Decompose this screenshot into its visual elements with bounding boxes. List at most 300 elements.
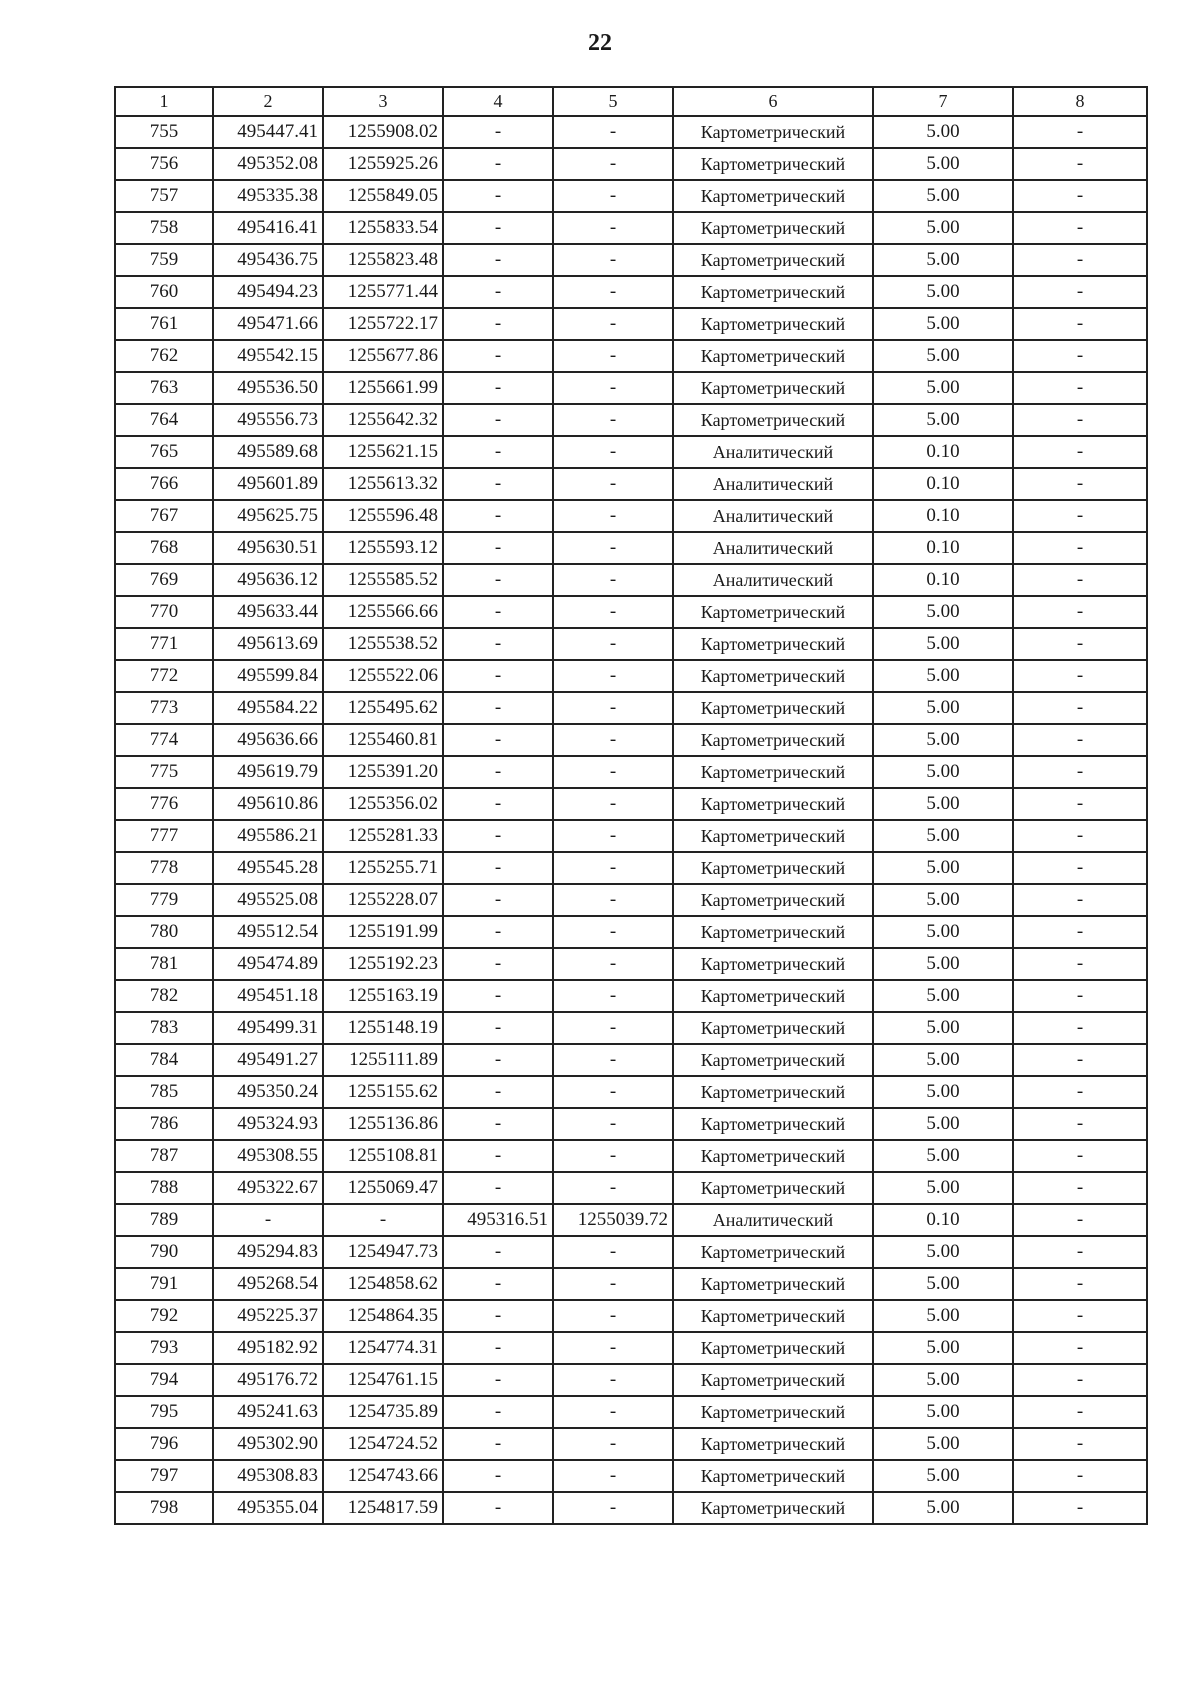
table-row <box>115 276 1147 308</box>
table-row <box>115 468 1147 500</box>
table-cell: 770 <box>115 596 213 628</box>
table-cell: - <box>323 1204 443 1236</box>
table-row <box>115 660 1147 692</box>
table-cell: - <box>1013 564 1147 596</box>
table-cell: 1254947.73 <box>323 1236 443 1268</box>
table-cell: 5.00 <box>873 1332 1013 1364</box>
table-cell: 790 <box>115 1236 213 1268</box>
table-cell: 5.00 <box>873 148 1013 180</box>
table-cell: - <box>443 1172 553 1204</box>
table-cell: 1255566.66 <box>323 596 443 628</box>
table-cell: - <box>553 1396 673 1428</box>
table-cell: - <box>1013 1044 1147 1076</box>
table-cell: Картометрический <box>673 660 873 692</box>
table-cell: - <box>553 1332 673 1364</box>
table-row <box>115 1300 1147 1332</box>
coordinates-table <box>114 86 1148 1525</box>
table-cell: Картометрический <box>673 852 873 884</box>
table-cell: 1254817.59 <box>323 1492 443 1524</box>
table-cell: 495625.75 <box>213 500 323 532</box>
table-cell: - <box>553 1300 673 1332</box>
table-cell: - <box>553 1140 673 1172</box>
table-cell: Картометрический <box>673 692 873 724</box>
table-cell: - <box>1013 852 1147 884</box>
table-cell: 495308.83 <box>213 1460 323 1492</box>
table-cell: Картометрический <box>673 756 873 788</box>
table-cell: 5.00 <box>873 916 1013 948</box>
table-cell: Картометрический <box>673 724 873 756</box>
table-cell: - <box>553 948 673 980</box>
table-cell: - <box>443 1396 553 1428</box>
table-cell: Картометрический <box>673 1300 873 1332</box>
table-cell: 755 <box>115 116 213 148</box>
table-row <box>115 404 1147 436</box>
table-row <box>115 724 1147 756</box>
table-cell: 1255148.19 <box>323 1012 443 1044</box>
table-cell: - <box>1013 1204 1147 1236</box>
table-cell: 1255596.48 <box>323 500 443 532</box>
table-cell: Аналитический <box>673 500 873 532</box>
table-cell: - <box>443 1076 553 1108</box>
table-cell: - <box>1013 1236 1147 1268</box>
table-cell: - <box>1013 1172 1147 1204</box>
table-cell: 779 <box>115 884 213 916</box>
table-cell: - <box>553 244 673 276</box>
table-cell: - <box>1013 148 1147 180</box>
table-cell: 5.00 <box>873 244 1013 276</box>
table-cell: - <box>1013 1396 1147 1428</box>
table-cell: 495225.37 <box>213 1300 323 1332</box>
table-row <box>115 692 1147 724</box>
table-cell: - <box>1013 500 1147 532</box>
table-cell: 495352.08 <box>213 148 323 180</box>
table-cell: 797 <box>115 1460 213 1492</box>
table-row <box>115 980 1147 1012</box>
table-cell: 495416.41 <box>213 212 323 244</box>
table-cell: Картометрический <box>673 596 873 628</box>
table-cell: - <box>553 564 673 596</box>
table-cell: - <box>1013 340 1147 372</box>
table-cell: 495584.22 <box>213 692 323 724</box>
table-cell: 5.00 <box>873 1268 1013 1300</box>
table-cell: 495268.54 <box>213 1268 323 1300</box>
table-cell: - <box>1013 628 1147 660</box>
table-cell: - <box>443 1460 553 1492</box>
table-cell: - <box>553 1492 673 1524</box>
table-cell: 495491.27 <box>213 1044 323 1076</box>
table-cell: 5.00 <box>873 1172 1013 1204</box>
column-header: 7 <box>873 87 1013 116</box>
table-cell: 1255192.23 <box>323 948 443 980</box>
table-cell: - <box>443 884 553 916</box>
table-cell: 495447.41 <box>213 116 323 148</box>
table-cell: - <box>553 436 673 468</box>
table-cell: 1255925.26 <box>323 148 443 180</box>
table-row <box>115 1268 1147 1300</box>
table-cell: 5.00 <box>873 1044 1013 1076</box>
table-row <box>115 564 1147 596</box>
table-cell: - <box>553 820 673 852</box>
table-cell: 5.00 <box>873 1460 1013 1492</box>
table-row <box>115 948 1147 980</box>
table-cell: - <box>443 468 553 500</box>
table-cell: 495512.54 <box>213 916 323 948</box>
table-cell: 771 <box>115 628 213 660</box>
page-number: 22 <box>588 30 612 56</box>
table-row <box>115 244 1147 276</box>
table-cell: 495302.90 <box>213 1428 323 1460</box>
table-cell: - <box>553 788 673 820</box>
table-cell: - <box>1013 1076 1147 1108</box>
table-cell: 1255621.15 <box>323 436 443 468</box>
table-cell: - <box>553 980 673 1012</box>
table-cell: Картометрический <box>673 1012 873 1044</box>
table-row <box>115 1076 1147 1108</box>
table-row <box>115 1108 1147 1140</box>
table-cell: 1255281.33 <box>323 820 443 852</box>
table-cell: Картометрический <box>673 788 873 820</box>
table-cell: 5.00 <box>873 1012 1013 1044</box>
table-row <box>115 500 1147 532</box>
table-cell: - <box>1013 692 1147 724</box>
table-cell: 1255163.19 <box>323 980 443 1012</box>
table-cell: - <box>553 1076 673 1108</box>
table-cell: 495451.18 <box>213 980 323 1012</box>
table-cell: - <box>1013 116 1147 148</box>
table-cell: Аналитический <box>673 532 873 564</box>
table-cell: 5.00 <box>873 660 1013 692</box>
table-cell: 1254724.52 <box>323 1428 443 1460</box>
table-cell: 495308.55 <box>213 1140 323 1172</box>
table-cell: Картометрический <box>673 1076 873 1108</box>
table-cell: 495294.83 <box>213 1236 323 1268</box>
table-cell: 798 <box>115 1492 213 1524</box>
table-cell: 495182.92 <box>213 1332 323 1364</box>
table-cell: 495619.79 <box>213 756 323 788</box>
table-cell: 761 <box>115 308 213 340</box>
table-cell: - <box>1013 788 1147 820</box>
table-cell: 5.00 <box>873 308 1013 340</box>
table-cell: 0.10 <box>873 564 1013 596</box>
table-row <box>115 884 1147 916</box>
table-row <box>115 596 1147 628</box>
table-cell: 495324.93 <box>213 1108 323 1140</box>
table-cell: 5.00 <box>873 1140 1013 1172</box>
table-cell: Картометрический <box>673 980 873 1012</box>
table-cell: 0.10 <box>873 500 1013 532</box>
table-cell: - <box>1013 1300 1147 1332</box>
table-cell: - <box>1013 404 1147 436</box>
table-cell: 5.00 <box>873 692 1013 724</box>
table-cell: 1255771.44 <box>323 276 443 308</box>
table-cell: - <box>553 500 673 532</box>
table-cell: - <box>443 948 553 980</box>
table-cell: 0.10 <box>873 436 1013 468</box>
table-cell: - <box>553 756 673 788</box>
table-cell: - <box>443 1332 553 1364</box>
table-cell: 784 <box>115 1044 213 1076</box>
table-cell: - <box>553 1044 673 1076</box>
table-cell: 756 <box>115 148 213 180</box>
table-cell: - <box>553 596 673 628</box>
table-cell: 495599.84 <box>213 660 323 692</box>
table-cell: 1255108.81 <box>323 1140 443 1172</box>
table-cell: 794 <box>115 1364 213 1396</box>
table-cell: 759 <box>115 244 213 276</box>
table-row <box>115 436 1147 468</box>
table-cell: - <box>1013 1268 1147 1300</box>
table-cell: 495589.68 <box>213 436 323 468</box>
table-cell: - <box>443 788 553 820</box>
table-cell: - <box>1013 212 1147 244</box>
table-cell: 5.00 <box>873 1364 1013 1396</box>
table-row <box>115 1044 1147 1076</box>
table-cell: - <box>1013 308 1147 340</box>
table-cell: 495316.51 <box>443 1204 553 1236</box>
table-cell: 1255613.32 <box>323 468 443 500</box>
table-cell: - <box>443 404 553 436</box>
table-cell: 758 <box>115 212 213 244</box>
table-cell: - <box>443 372 553 404</box>
table-cell: Картометрический <box>673 212 873 244</box>
table-cell: - <box>1013 1012 1147 1044</box>
table-cell: 5.00 <box>873 116 1013 148</box>
table-cell: 1255593.12 <box>323 532 443 564</box>
table-row <box>115 1236 1147 1268</box>
table-cell: - <box>1013 724 1147 756</box>
table-cell: - <box>443 1140 553 1172</box>
table-cell: - <box>443 148 553 180</box>
table-row <box>115 148 1147 180</box>
table-cell: - <box>443 564 553 596</box>
table-cell: - <box>443 1492 553 1524</box>
table-cell: 1254774.31 <box>323 1332 443 1364</box>
table-cell: 495630.51 <box>213 532 323 564</box>
table-cell: - <box>1013 1428 1147 1460</box>
table-cell: - <box>553 1428 673 1460</box>
table-cell: 1254864.35 <box>323 1300 443 1332</box>
table-cell: 495436.75 <box>213 244 323 276</box>
table-cell: - <box>1013 1108 1147 1140</box>
table-row <box>115 1204 1147 1236</box>
table-cell: 5.00 <box>873 1396 1013 1428</box>
table-cell: 760 <box>115 276 213 308</box>
table-cell: 5.00 <box>873 820 1013 852</box>
table-cell: - <box>443 1428 553 1460</box>
table-cell: - <box>553 628 673 660</box>
table-cell: - <box>213 1204 323 1236</box>
table-cell: 5.00 <box>873 404 1013 436</box>
table-row <box>115 820 1147 852</box>
table-cell: 1255677.86 <box>323 340 443 372</box>
table-cell: 1255522.06 <box>323 660 443 692</box>
table-cell: 786 <box>115 1108 213 1140</box>
table-row <box>115 1172 1147 1204</box>
table-cell: 1255722.17 <box>323 308 443 340</box>
table-cell: Картометрический <box>673 948 873 980</box>
table-cell: 495471.66 <box>213 308 323 340</box>
table-cell: 495525.08 <box>213 884 323 916</box>
table-cell: 495494.23 <box>213 276 323 308</box>
column-header: 5 <box>553 87 673 116</box>
table-cell: 495355.04 <box>213 1492 323 1524</box>
table-row <box>115 1364 1147 1396</box>
table-cell: 5.00 <box>873 852 1013 884</box>
table-cell: Картометрический <box>673 628 873 660</box>
table-cell: 791 <box>115 1268 213 1300</box>
table-cell: 778 <box>115 852 213 884</box>
table-cell: - <box>553 1108 673 1140</box>
table-cell: Картометрический <box>673 1236 873 1268</box>
table-cell: - <box>553 468 673 500</box>
table-cell: 5.00 <box>873 724 1013 756</box>
table-cell: - <box>1013 948 1147 980</box>
table-cell: Аналитический <box>673 1204 873 1236</box>
table-cell: 495613.69 <box>213 628 323 660</box>
table-row <box>115 1140 1147 1172</box>
table-cell: Картометрический <box>673 916 873 948</box>
table-cell: 5.00 <box>873 1108 1013 1140</box>
table-cell: 776 <box>115 788 213 820</box>
column-header: 1 <box>115 87 213 116</box>
table-cell: 5.00 <box>873 628 1013 660</box>
table-cell: Картометрический <box>673 1396 873 1428</box>
table-cell: - <box>553 884 673 916</box>
table-row <box>115 852 1147 884</box>
table-cell: - <box>443 1044 553 1076</box>
table-cell: 785 <box>115 1076 213 1108</box>
table-cell: - <box>443 1012 553 1044</box>
table-row <box>115 340 1147 372</box>
table-cell: 1255228.07 <box>323 884 443 916</box>
table-cell: - <box>443 340 553 372</box>
table-cell: 1255908.02 <box>323 116 443 148</box>
table-cell: 792 <box>115 1300 213 1332</box>
table-cell: Картометрический <box>673 276 873 308</box>
table-cell: - <box>553 212 673 244</box>
table-cell: 5.00 <box>873 980 1013 1012</box>
table-cell: - <box>443 1108 553 1140</box>
table-cell: Картометрический <box>673 180 873 212</box>
table-cell: Картометрический <box>673 116 873 148</box>
table-cell: - <box>553 532 673 564</box>
table-cell: - <box>443 660 553 692</box>
table-row <box>115 1332 1147 1364</box>
table-cell: Картометрический <box>673 1460 873 1492</box>
table-cell: 495556.73 <box>213 404 323 436</box>
table-cell: - <box>1013 372 1147 404</box>
table-cell: Картометрический <box>673 1172 873 1204</box>
table-cell: - <box>443 308 553 340</box>
column-header: 4 <box>443 87 553 116</box>
table-cell: 789 <box>115 1204 213 1236</box>
table-cell: Картометрический <box>673 340 873 372</box>
table-cell: - <box>1013 244 1147 276</box>
table-cell: 5.00 <box>873 948 1013 980</box>
table-row <box>115 788 1147 820</box>
table-cell: 495545.28 <box>213 852 323 884</box>
table-cell: Картометрический <box>673 884 873 916</box>
table-cell: - <box>553 116 673 148</box>
table-row <box>115 1012 1147 1044</box>
table-cell: Картометрический <box>673 1332 873 1364</box>
table-cell: 0.10 <box>873 1204 1013 1236</box>
table-cell: - <box>553 308 673 340</box>
table-cell: 1255191.99 <box>323 916 443 948</box>
table-body <box>115 116 1147 1524</box>
table-cell: 763 <box>115 372 213 404</box>
table-cell: - <box>443 116 553 148</box>
table-cell: 1255111.89 <box>323 1044 443 1076</box>
table-cell: 764 <box>115 404 213 436</box>
table-cell: 495176.72 <box>213 1364 323 1396</box>
table-cell: 495542.15 <box>213 340 323 372</box>
table-cell: - <box>443 1236 553 1268</box>
table-cell: 757 <box>115 180 213 212</box>
table-cell: 0.10 <box>873 468 1013 500</box>
table-cell: 5.00 <box>873 1428 1013 1460</box>
table-cell: - <box>1013 596 1147 628</box>
table-cell: 1254743.66 <box>323 1460 443 1492</box>
table-row <box>115 308 1147 340</box>
table-cell: 495636.66 <box>213 724 323 756</box>
table-row <box>115 1492 1147 1524</box>
table-row <box>115 1428 1147 1460</box>
table-cell: Картометрический <box>673 148 873 180</box>
table-cell: 1255538.52 <box>323 628 443 660</box>
table-cell: - <box>553 916 673 948</box>
table-cell: - <box>553 1012 673 1044</box>
table-cell: - <box>553 852 673 884</box>
table-cell: - <box>553 724 673 756</box>
table-cell: 495601.89 <box>213 468 323 500</box>
table-cell: 767 <box>115 500 213 532</box>
table-cell: - <box>443 212 553 244</box>
table-cell: - <box>553 660 673 692</box>
table-cell: 768 <box>115 532 213 564</box>
table-cell: 1255356.02 <box>323 788 443 820</box>
table-row <box>115 1396 1147 1428</box>
table-cell: 5.00 <box>873 1300 1013 1332</box>
table-cell: 1254858.62 <box>323 1268 443 1300</box>
table-cell: - <box>553 372 673 404</box>
table-cell: - <box>553 340 673 372</box>
table-cell: Картометрический <box>673 1108 873 1140</box>
table-cell: - <box>443 628 553 660</box>
table-cell: - <box>443 724 553 756</box>
table-cell: Аналитический <box>673 468 873 500</box>
table-cell: 0.10 <box>873 532 1013 564</box>
table-cell: - <box>1013 1140 1147 1172</box>
table-cell: 775 <box>115 756 213 788</box>
table-cell: - <box>1013 1364 1147 1396</box>
table-cell: 1255833.54 <box>323 212 443 244</box>
table-cell: - <box>443 180 553 212</box>
table-cell: - <box>1013 468 1147 500</box>
table-cell: 762 <box>115 340 213 372</box>
table-cell: 1255585.52 <box>323 564 443 596</box>
table-row <box>115 1460 1147 1492</box>
table-row <box>115 628 1147 660</box>
table-cell: - <box>553 1460 673 1492</box>
column-header: 6 <box>673 87 873 116</box>
table-cell: 780 <box>115 916 213 948</box>
table-cell: 774 <box>115 724 213 756</box>
table-row <box>115 212 1147 244</box>
table-cell: - <box>443 1300 553 1332</box>
table-cell: - <box>1013 980 1147 1012</box>
table-cell: 1255849.05 <box>323 180 443 212</box>
